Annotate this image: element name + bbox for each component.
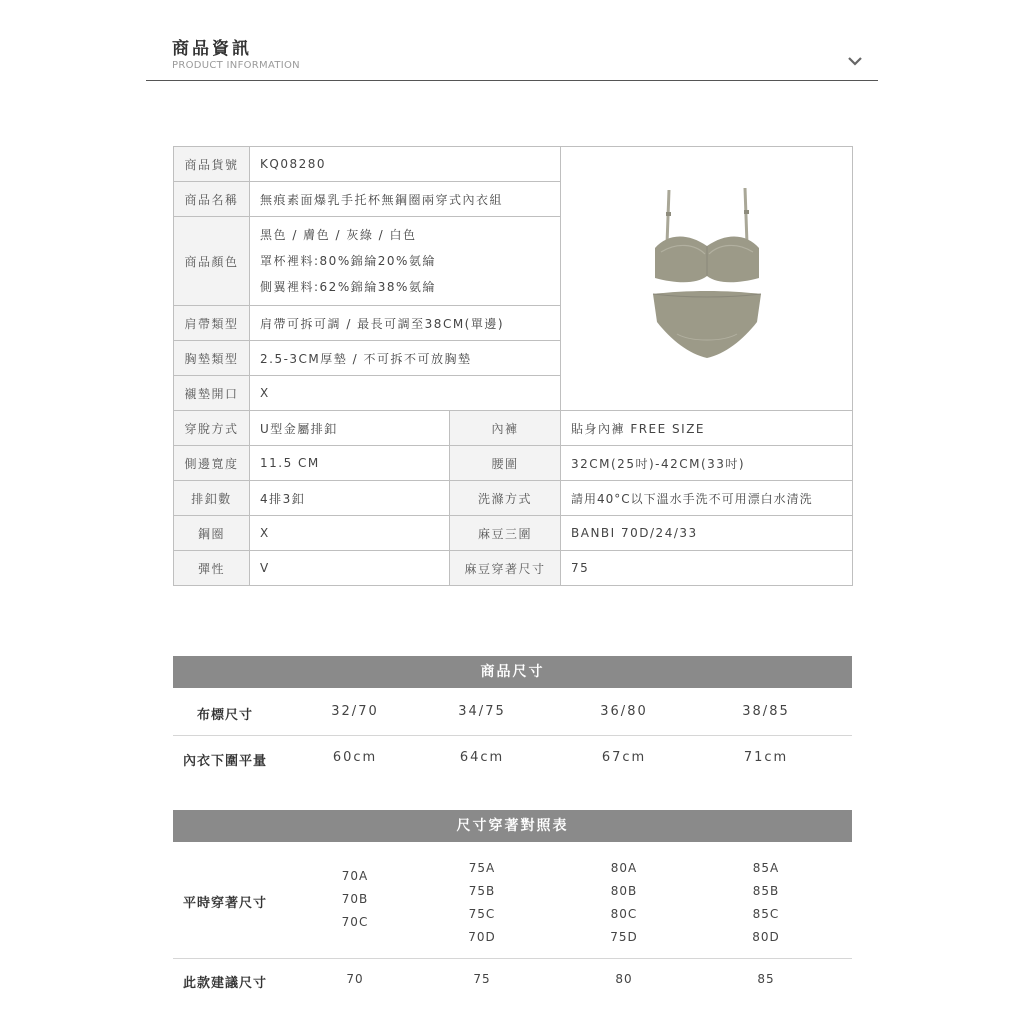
suggest-size: 75 — [473, 972, 491, 986]
spec-value: V — [250, 551, 450, 586]
size-option: 85C — [752, 907, 780, 921]
section-header — [146, 30, 878, 81]
spec-value: 11.5 CM — [250, 446, 450, 481]
product-image — [647, 182, 767, 372]
size-stack — [468, 857, 496, 949]
size-option: 85A — [752, 861, 780, 875]
size-stack — [610, 857, 638, 949]
spec-label: 胸墊類型 — [174, 341, 250, 376]
size-option: 80A — [610, 861, 638, 875]
spec-value: 75 — [561, 551, 853, 586]
spec-value: X — [250, 516, 450, 551]
spec-value-color — [250, 217, 561, 306]
row-header: 此款建議尺寸 — [183, 976, 268, 991]
size-option: 75C — [468, 907, 496, 921]
spec-row-hooks — [174, 481, 853, 516]
color-line: 黑色 / 膚色 / 灰綠 / 白色 — [260, 228, 417, 242]
spec-value: 無痕素面爆乳手托杯無鋼圈兩穿式內衣組 — [250, 182, 561, 217]
size-option: 70B — [341, 892, 369, 906]
size-cell: 60cm — [332, 750, 378, 765]
spec-table — [173, 146, 853, 586]
size-cell: 67cm — [601, 750, 647, 765]
spec-label: 麻豆三圍 — [450, 516, 561, 551]
spec-label: 彈性 — [174, 551, 250, 586]
spec-label: 穿脫方式 — [174, 411, 250, 446]
spec-value: BANBI 70D/24/33 — [561, 516, 853, 551]
spec-row-elastic — [174, 551, 853, 586]
section-subtitle: PRODUCT INFORMATION — [172, 60, 300, 71]
size-option: 75B — [468, 884, 496, 898]
size-option: 75D — [610, 930, 638, 944]
size-cell: 71cm — [743, 750, 789, 765]
size-option: 85B — [752, 884, 780, 898]
spec-label: 鋼圈 — [174, 516, 250, 551]
spec-value: 貼身內褲 FREE SIZE — [561, 411, 853, 446]
row-header: 布標尺寸 — [197, 708, 254, 723]
size-table-title: 商品尺寸 — [173, 656, 852, 688]
size-option: 70D — [468, 930, 496, 944]
suggest-size: 70 — [346, 972, 364, 986]
size-cell: 36/80 — [600, 704, 648, 719]
spec-label: 肩帶類型 — [174, 306, 250, 341]
row-divider — [173, 735, 852, 736]
spec-value: 請用40°C以下溫水手洗不可用漂白水清洗 — [561, 481, 853, 516]
spec-value: X — [250, 376, 561, 411]
color-line: 罩杯裡料:80%錦綸20%氨綸 — [260, 254, 436, 268]
size-option: 75A — [468, 861, 496, 875]
spec-value: KQ08280 — [250, 147, 561, 182]
size-cell: 38/85 — [742, 704, 790, 719]
suggest-size: 85 — [757, 972, 775, 986]
spec-label: 排釦數 — [174, 481, 250, 516]
size-option: 80B — [610, 884, 638, 898]
spec-label: 商品名稱 — [174, 182, 250, 217]
row-header: 內衣下圍平量 — [183, 754, 268, 769]
spec-value: 2.5-3CM厚墊 / 不可拆不可放胸墊 — [250, 341, 561, 376]
spec-row-wear — [174, 411, 853, 446]
spec-label: 內褲 — [450, 411, 561, 446]
spec-row-item-no — [174, 147, 853, 182]
size-cell: 32/70 — [331, 704, 379, 719]
spec-value: U型金屬排釦 — [250, 411, 450, 446]
section-title: 商品資訊 — [172, 39, 252, 59]
spec-value: 肩帶可拆可調 / 最長可調至38CM(單邊) — [250, 306, 561, 341]
size-stack — [752, 857, 780, 949]
spec-label: 商品顏色 — [174, 217, 250, 306]
product-image-cell — [561, 147, 853, 411]
spec-row-side — [174, 446, 853, 481]
color-line: 側翼裡料:62%錦綸38%氨綸 — [260, 280, 436, 294]
size-option: 70C — [341, 915, 369, 929]
size-cell: 34/75 — [458, 704, 506, 719]
spec-label: 洗滌方式 — [450, 481, 561, 516]
spec-value: 32CM(25吋)-42CM(33吋) — [561, 446, 853, 481]
spec-label: 麻豆穿著尺寸 — [450, 551, 561, 586]
spec-value: 4排3釦 — [250, 481, 450, 516]
spec-label: 側邊寬度 — [174, 446, 250, 481]
chevron-down-icon[interactable] — [848, 56, 862, 66]
size-stack — [342, 865, 369, 934]
row-header: 平時穿著尺寸 — [183, 896, 268, 911]
spec-label: 襯墊開口 — [174, 376, 250, 411]
row-divider — [173, 958, 852, 959]
spec-label: 腰圍 — [450, 446, 561, 481]
spec-label: 商品貨號 — [174, 147, 250, 182]
suggest-size: 80 — [615, 972, 633, 986]
size-option: 80D — [752, 930, 780, 944]
spec-row-wire — [174, 516, 853, 551]
fit-table-title: 尺寸穿著對照表 — [173, 810, 852, 842]
size-cell: 64cm — [459, 750, 505, 765]
size-option: 70A — [341, 869, 369, 883]
size-option: 80C — [610, 907, 638, 921]
